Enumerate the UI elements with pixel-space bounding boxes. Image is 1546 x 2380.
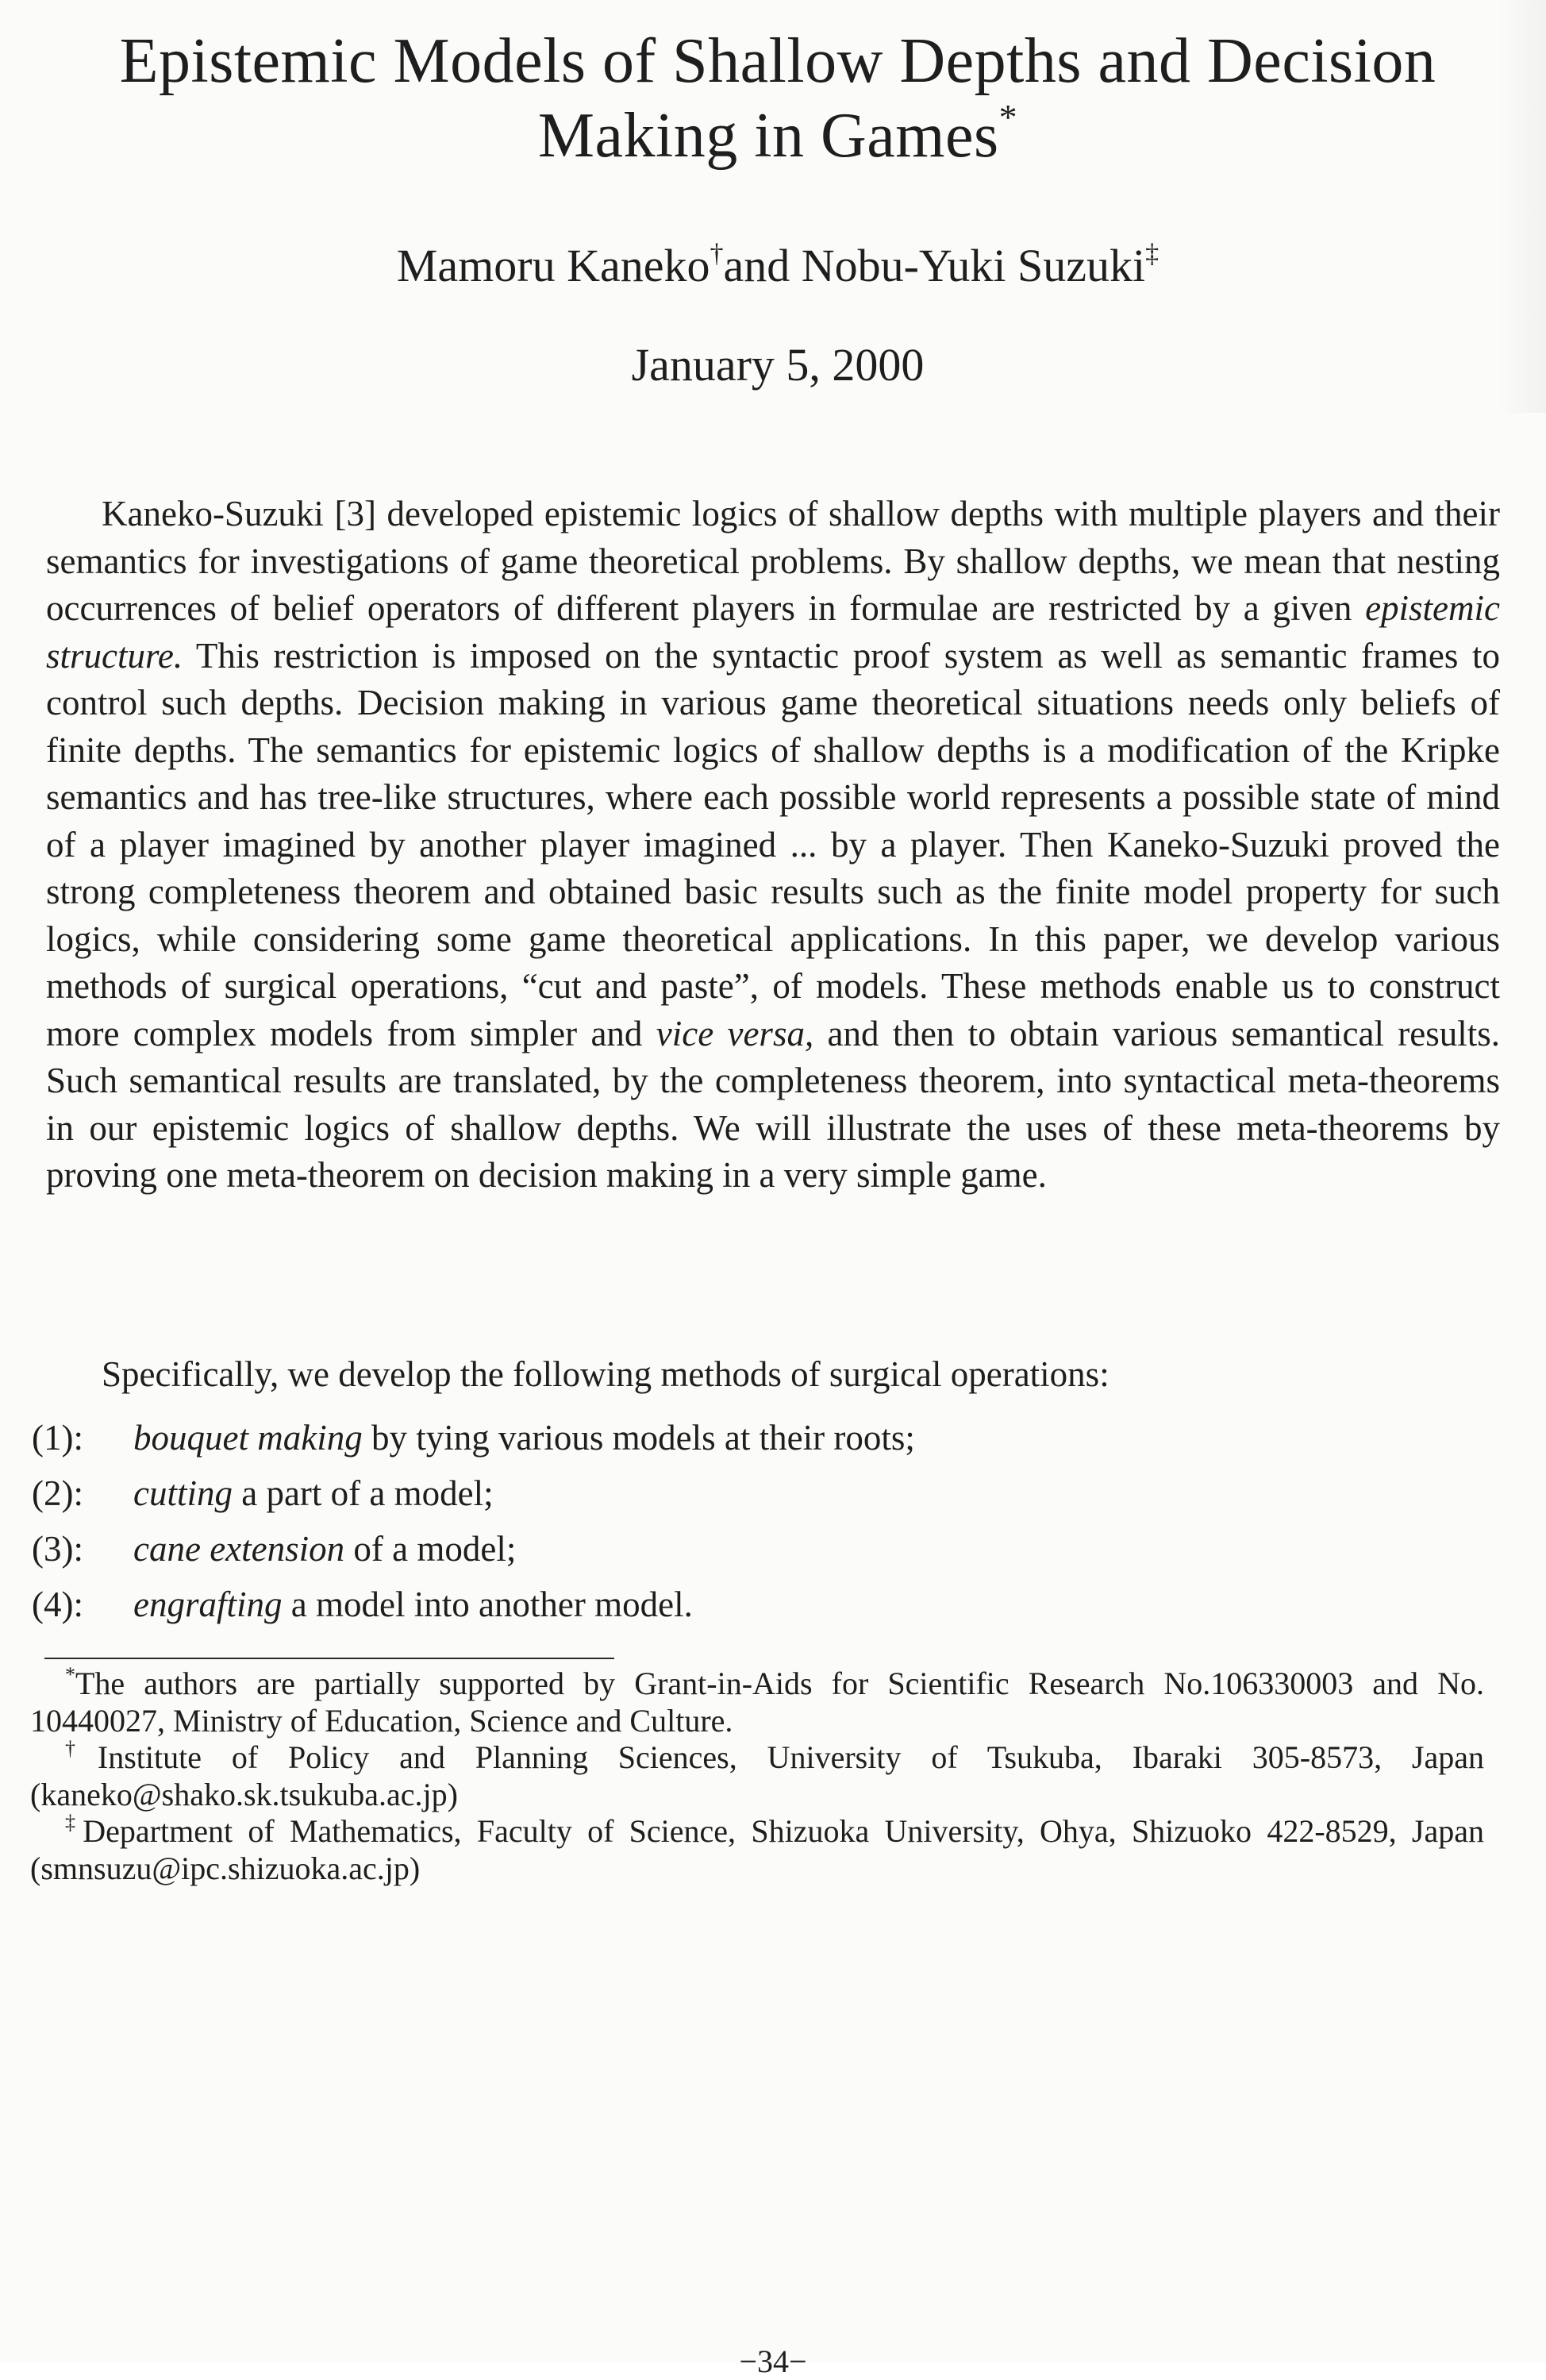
method-term: cutting bbox=[133, 1473, 233, 1513]
page-number: −34− bbox=[739, 2343, 807, 2379]
title-text: Epistemic Models of Shallow Depths and Decision Making in Games bbox=[119, 26, 1436, 171]
method-number: (3): bbox=[32, 1529, 83, 1569]
author-kaneko: Mamoru Kaneko bbox=[396, 240, 710, 291]
method-item bbox=[32, 1410, 1492, 1465]
author-suzuki-mark: ‡ bbox=[1145, 239, 1160, 268]
term-vice-versa: vice versa, bbox=[656, 1013, 814, 1053]
footnote-funding-mark: * bbox=[65, 1663, 75, 1686]
method-term: bouquet making bbox=[133, 1418, 363, 1458]
footnotes bbox=[30, 1663, 1485, 1887]
footnote-kaneko-mark: † bbox=[65, 1737, 98, 1760]
footnote-kaneko-affiliation bbox=[30, 1739, 1484, 1813]
footnote-funding-text: The authors are partially supported by Grant-in-Aids for Scientific Research No.106330003 and No. 10440027, Ministry of Education, Science and Culture. bbox=[30, 1666, 1484, 1739]
method-description: of a model; bbox=[344, 1529, 517, 1569]
publication-date: January 5, 2000 bbox=[631, 339, 925, 391]
method-description: a model into another model. bbox=[282, 1585, 693, 1624]
method-item bbox=[32, 1465, 1492, 1521]
author-line bbox=[159, 238, 1397, 294]
footnote-separator bbox=[44, 1658, 614, 1659]
page-edge-shadow bbox=[1498, 0, 1546, 413]
methods-list bbox=[32, 1410, 1492, 1632]
method-number: (2): bbox=[32, 1473, 83, 1513]
method-item bbox=[32, 1577, 1492, 1632]
method-description: a part of a model; bbox=[232, 1473, 494, 1513]
author-kaneko-mark: † bbox=[710, 239, 724, 268]
paper-title bbox=[79, 24, 1476, 173]
term-epistemic-structure: epistemic structure. bbox=[46, 588, 1500, 676]
method-term: cane extension bbox=[133, 1529, 345, 1569]
abstract-text-3: and then to obtain various semantical results. Such semantical results are translated, by the completeness theorem, into syntactical meta-theorems in our epistemic logics of shallow depths. We will illustrate the uses of these meta-theorems by proving one meta-theorem on decision making in a very simple game. bbox=[46, 1013, 1501, 1195]
author-suzuki: and Nobu-Yuki Suzuki bbox=[723, 240, 1146, 291]
method-description: by tying various models at their roots; bbox=[362, 1418, 915, 1458]
methods-intro: Specifically, we develop the following methods of surgical operations: bbox=[102, 1354, 1110, 1394]
method-item bbox=[32, 1521, 1492, 1577]
footnote-funding bbox=[30, 1663, 1484, 1739]
footnote-suzuki-affiliation bbox=[30, 1813, 1484, 1887]
footnote-suzuki-mark: ‡ bbox=[65, 1811, 83, 1834]
method-term: engrafting bbox=[133, 1585, 283, 1624]
abstract-text-2: This restriction is imposed on the syntactic proof system as well as semantic frames to control such depths. Decision making in various game theoretical situations needs only beliefs of finite depths. The semantics for epistemic logics of shallow depths is a modification of the Kripke semantics and has tree-like structures, where each possible world represents a possible state of mind of a player imagined by another player imagined ... by a player. Then Kaneko-Suzuki proved the strong completeness theorem and obtained basic results such as the finite model property for such logics, while considering some game theoretical applications. In this paper, we develop various methods of surgical operations, “cut and paste”, of models. These methods enable us to construct more complex models from simpler and bbox=[46, 635, 1500, 1053]
footnote-suzuki-text: Department of Mathematics, Faculty of Science, Shizuoka University, Ohya, Shizuoko 422-8529, Japan (smnsuzu@ipc.shizuoka.ac.jp) bbox=[30, 1813, 1484, 1886]
method-number: (1): bbox=[32, 1418, 83, 1458]
abstract-paragraph bbox=[46, 491, 1500, 1200]
footnote-kaneko-text: Institute of Policy and Planning Sciences, University of Tsukuba, Ibaraki 305-8573, Japan (kaneko@shako.sk.tsukuba.ac.jp) bbox=[30, 1739, 1485, 1812]
title-footnote-mark: * bbox=[998, 97, 1018, 137]
abstract-text-1: Kaneko-Suzuki [3] developed epistemic logics of shallow depths with multiple players and their semantics for investigations of game theoretical problems. By shallow depths, we mean that nesting occurrences of belief operators of different players in formulae are restricted by a given bbox=[46, 494, 1500, 628]
method-number: (4): bbox=[32, 1585, 83, 1624]
